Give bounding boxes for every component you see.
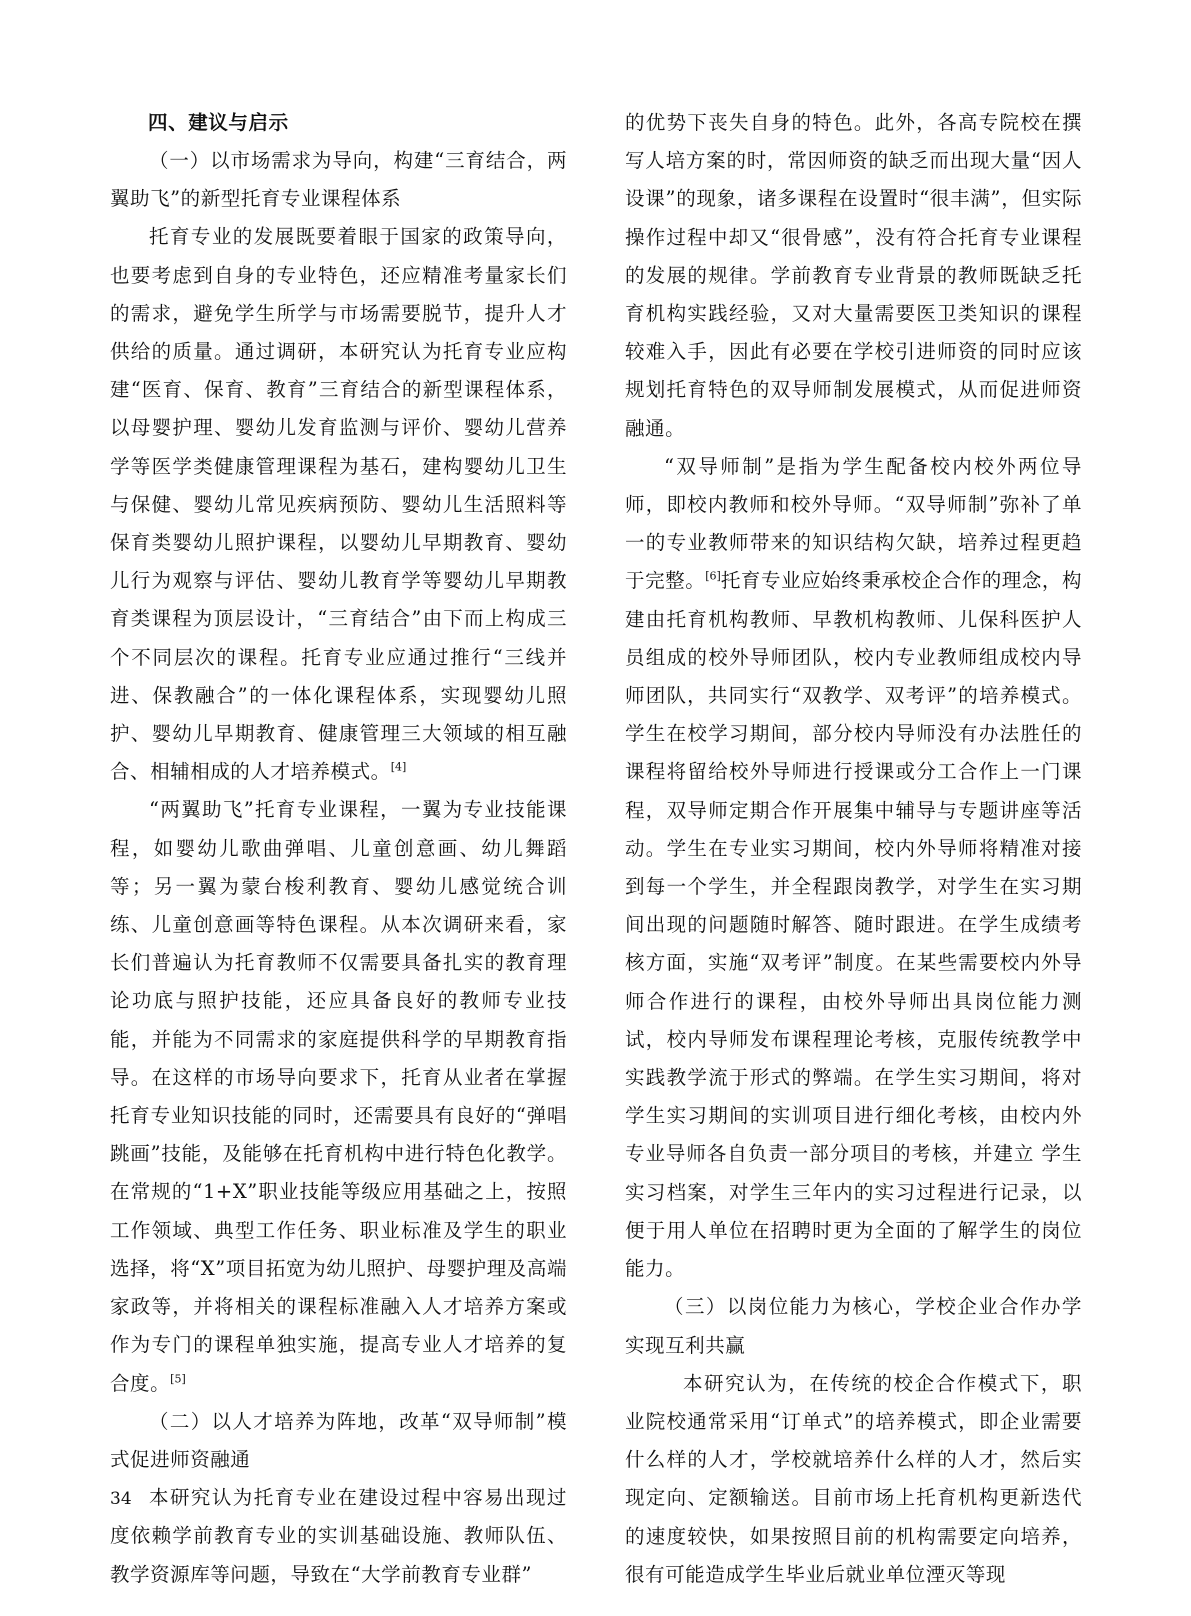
section-heading: 四、建议与启示 (148, 111, 289, 134)
paragraph: 的优势下丧失自身的特色。此外，各高专院校在撰写人培方案的时，常因师资的缺乏而出现大量“因人设课”的现象，诸多课程在设置时“很丰满”，但实际操作过程中却又“很骨感”，没有符合托育专业课程的发展的规律。学前教育专业背景的教师既缺乏托育机构实践经验，又对大量需要医卫类知识的课程较难入手，因此有必要在学校引进师资的同时应该规划托育特色的双导师制发展模式，从而促进师资融通。 (625, 111, 1082, 440)
paragraph: （二）以人才培养为阵地，改革“双导师制”模式促进师资融通 (110, 1409, 567, 1471)
right-column (625, 104, 1083, 1586)
paragraph: 本研究认为托育专业在建设过程中容易出现过度依赖学前教育专业的实训基础设施、教师队伍、教学资源库等问题，导致在“大学前教育专业群” (110, 1486, 567, 1586)
paragraph: 本研究认为，在传统的校企合作模式下，职业院校通常采用“订单式”的培养模式，即企业需要什么样的人才，学校就培养什么样的人才，然后实现定向、定额输送。目前市场上托育机构更新迭代的速度较快，如果按照目前的机构需要定向培养，很有可能造成学生毕业后就业单位湮灭等现 (625, 1371, 1082, 1586)
paragraph (110, 791, 567, 1402)
footnote-marker: [4] (390, 760, 407, 774)
footnote-marker: [6] (705, 569, 721, 583)
paragraph: （三）以岗位能力为核心，学校企业合作办学实现互利共赢 (625, 1295, 1082, 1357)
page-number: 34 (110, 1489, 132, 1509)
paragraph-text-continued: 托育专业应始终秉承校企合作的理念，构建由托育机构教师、早教机构教师、儿保科医护人员组成的校外导师团队，校内专业教师组成校内导师团队，共同实行“双教学、双考评”的培养模式。学生在校学习期间，部分校内导师没有办法胜任的课程将留给校外导师进行授课或分工合作上一门课程，双导师定期合作开展集中辅导与专题讲座等活动。学生在专业实习期间，校内外导师将精准对接到每一个学生，并全程跟岗教学，对学生在实习期间出现的问题随时解答、随时跟进。在学生成绩考核方面，实施“双考评”制度。在某些需要校内外导师合作进行的课程，由校外导师出具岗位能力测试，校内导师发布课程理论考核，克服传统教学中实践教学流于形式的弊端。在学生实习期间，将对学生实习期间的实训项目进行细化考核，由校内外专业导师各自负责一部分项目的考核，并建立 学生实习档案，对学生三年内的实习过程进行记录，以便于用人单位在招聘时更为全面的了解学生的岗位能力。 (625, 569, 1083, 1281)
footnote-marker: [5] (170, 1372, 186, 1385)
paragraph-text: “双导师制”是指为学生配备校内校外两位导师，即校内教师和校外导师。“双导师制”弥补了单一的专业教师带来的知识结构欠缺，培养过程更趋于完整。 (625, 454, 1082, 593)
paragraph (625, 448, 1082, 1288)
paragraph (110, 218, 567, 791)
paragraph-text: 托育专业的发展既要着眼于国家的政策导向，也要考虑到自身的专业特色，还应精准考量家长们的需求，避免学生所学与市场需要脱节，提升人才供给的质量。通过调研，本研究认为托育专业应构建“医育、保育、教育”三育结合的新型课程体系，以母婴护理、婴幼儿发育监测与评价、婴幼儿营养学等医学类健康管理课程为基石，建构婴幼儿卫生与保健、婴幼儿常见疾病预防、婴幼儿生活照料等保育类婴幼儿照护课程，以婴幼儿早期教育、婴幼儿行为观察与评估、婴幼儿教育学等婴幼儿早期教育类课程为顶层设计，“三育结合”由下而上构成三个不同层次的课程。托育专业应通过推行“三线并进、保教融合”的一体化课程体系，实现婴幼儿照护、婴幼儿早期教育、健康管理三大领域的相互融合、相辅相成的人才培养模式。 (110, 225, 567, 784)
paragraph-text: “两翼助飞”托育专业课程，一翼为专业技能课程，如婴幼儿歌曲弹唱、儿童创意画、幼儿舞蹈等；另一翼为蒙台梭利教育、婴幼儿感觉统合训练、儿童创意画等特色课程。从本次调研来看，家长们普遍认为托育教师不仅需要具备扎实的教育理论功底与照护技能，还应具备良好的教师专业技能，并能为不同需求的家庭提供科学的早期教育指导。在这样的市场导向要求下，托育从业者在掌握托育专业知识技能的同时，还需要具有良好的“弹唱跳画”技能，及能够在托育机构中进行特色化教学。在常规的“1+X”职业技能等级应用基础之上，按照工作领域、典型工作任务、职业标准及学生的职业选择，将“X”项目拓宽为幼儿照护、母婴护理及高端家政等，并将相关的课程标准融入人才培养方案或作为专门的课程单独实施，提高专业人才培养的复合度。 (110, 798, 567, 1395)
paragraph: （一）以市场需求为导向，构建“三育结合，两翼助飞”的新型托育专业课程体系 (110, 149, 567, 211)
